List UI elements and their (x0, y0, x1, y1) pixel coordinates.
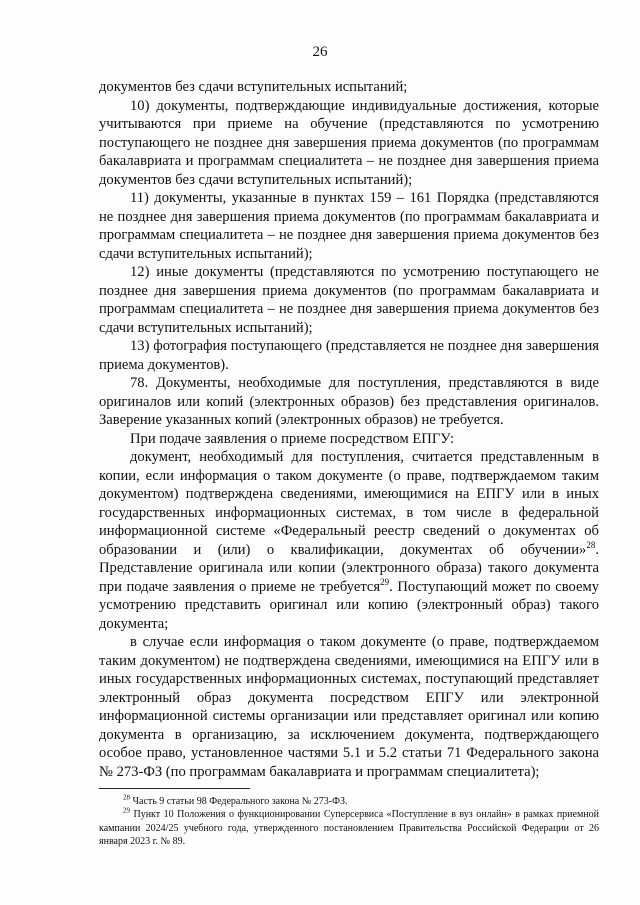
footnote-ref-29[interactable]: 29 (380, 576, 390, 587)
footnotes (99, 795, 599, 849)
footnote-29-text: Пункт 10 Положения о функционировании Суперсервиса «Поступление в вуз онлайн» в рамках приемной кампании 2024/25 учебного года, утвержденного постановлением Правительства Российской Федерации от 26 января 2023 г. № 89. (99, 809, 599, 848)
para7-part2: . Представление оригинала или копии (электронного образа) такого документа при подаче заявления о приеме не требуется (99, 541, 599, 595)
body-text (99, 78, 599, 781)
paragraph-not-confirmed: в случае если информация о таком документе (о праве, подтверждаемом таким документом) не подтверждена сведениями, имеющимися на ЕПГУ или в иных государственных информационных системах, поступающий представляет электронный образ документа посредством ЕПГУ или электронной информационной системы организации или представляет оригинал или копию документа в организацию, за исключением документа, подтверждающего особое право, установленное частями 5.1 и 5.2 статьи 71 Федерального закона № 273-ФЗ (по программам бакалавриата и программам специалитета); (99, 634, 599, 780)
paragraph-continuation: документов без сдачи вступительных испытаний; (99, 79, 408, 95)
paragraph-item-13: 13) фотография поступающего (представляется не позднее дня завершения приема документов). (99, 338, 599, 373)
para7-part3: . Поступающий может по своему усмотрению представить оригинал или копию (электронный образ) такого документа; (99, 578, 600, 632)
page-number: 26 (312, 44, 328, 60)
footnote-28 (99, 795, 599, 808)
paragraph-document-copy (99, 448, 599, 633)
para7-part1: документ, необходимый для поступления, считается представленным в копии, если информация о таком документе (о праве, подтверждаемом таким документом) подтверждена сведениями, имеющимися на ЕПГУ или в иных государственных информационных системах, в том числе в федеральной информационной системе «Федеральный реестр сведений о документах об образовании и (или) о квалификации, документах об обучении» (99, 449, 599, 558)
paragraph-item-11: 11) документы, указанные в пунктах 159 – 161 Порядка (представляются не позднее дня завершения приема документов (по программам бакалавриата и программам специалитета – не позднее дня завершения приема документов без сдачи вступительных испытаний); (99, 190, 599, 262)
paragraph-item-10: 10) документы, подтверждающие индивидуальные достижения, которые учитываются при приеме на обучение (представляются по усмотрению поступающего не позднее дня завершения приема документов (по программам бакалавриата и программам специалитета – не позднее дня завершения приема документов без сдачи вступительных испытаний); (99, 97, 599, 188)
footnote-separator (99, 788, 250, 789)
footnote-29 (99, 808, 599, 848)
paragraph-item-12: 12) иные документы (представляются по усмотрению поступающего не позднее дня завершения приема документов (по программам бакалавриата и программам специалитета – не позднее дня завершения приема документов без сдачи вступительных испытаний); (99, 264, 599, 336)
footnote-28-number: 28 (123, 793, 130, 802)
paragraph-clause-78: 78. Документы, необходимые для поступления, представляются в виде оригиналов или копий (электронных образов) без представления оригиналов. Заверение указанных копий (электронных образов) не требуется. (99, 375, 599, 428)
footnote-ref-28[interactable]: 28 (586, 539, 596, 550)
paragraph-epgu-intro: При подаче заявления о приеме посредством ЕПГУ: (130, 430, 455, 447)
footnote-28-text: Часть 9 статьи 98 Федерального закона № 273-ФЗ. (130, 796, 348, 807)
footnote-29-number: 29 (123, 807, 130, 816)
